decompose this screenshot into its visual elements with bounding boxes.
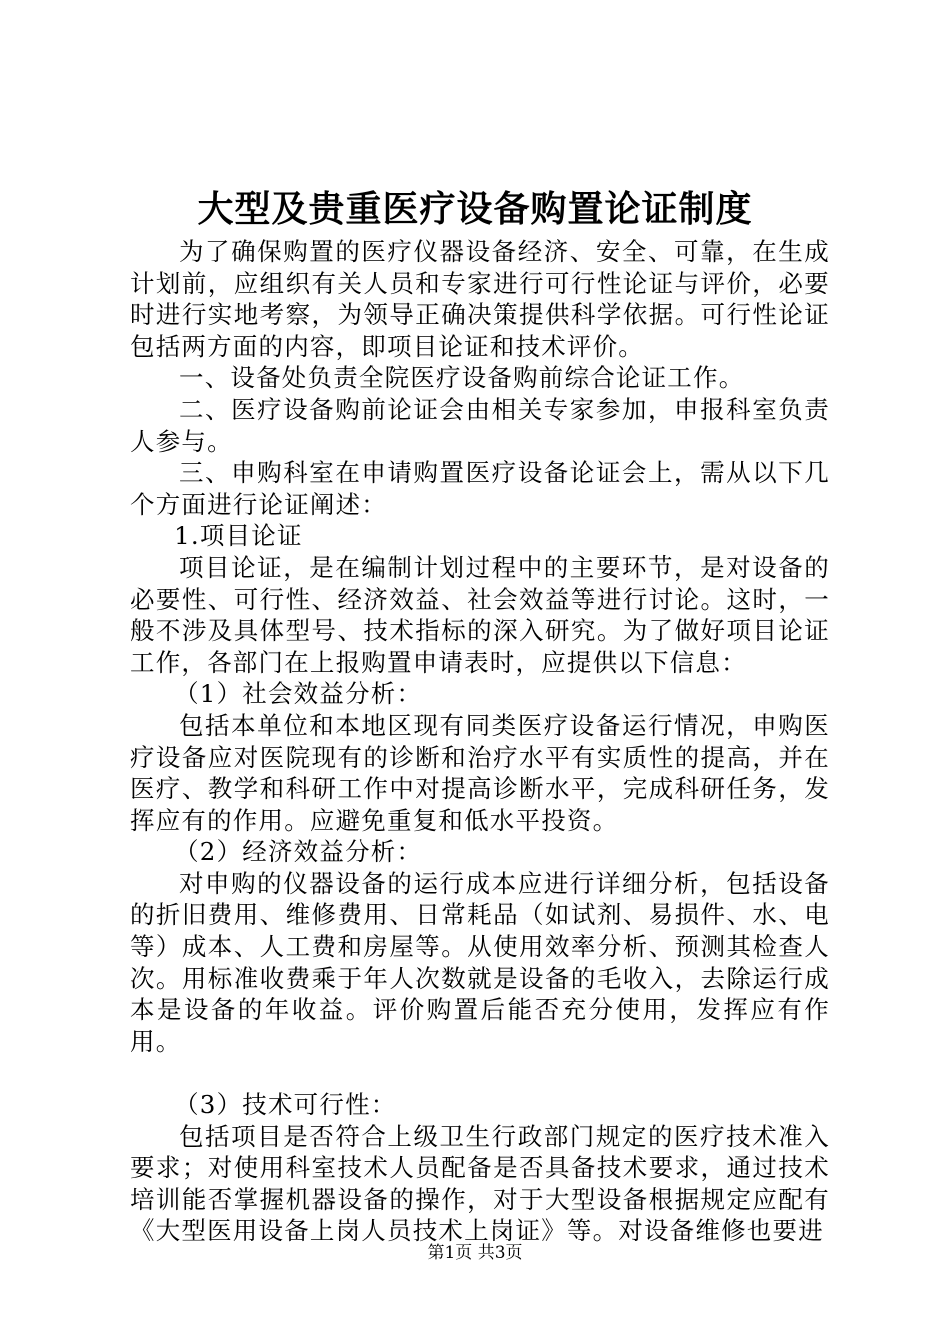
clause-three: 三、申购科室在申请购置医疗设备论证会上，需从以下几个方面进行论证阐述： (130, 458, 830, 519)
document-body (130, 236, 830, 1247)
clause-one: 一、设备处负责全院医疗设备购前综合论证工作。 (179, 363, 745, 393)
economic-benefit-paragraph: 对申购的仪器设备的运行成本应进行详细分析，包括设备的折旧费用、维修费用、日常耗品（如试剂、易损件、水、电等）成本、人工费和房屋等。从使用效率分析、预测其检查人次。用标准收费乘于年人次数就是设备的毛收入，去除运行成本是设备的年收益。评价购置后能否充分使用，发挥应有作用。 (130, 868, 830, 1056)
subheading-economic-benefit: （2）经济效益分析： (174, 837, 423, 867)
page-number: 第1页 共3页 (427, 1243, 523, 1263)
document-title: 大型及贵重医疗设备购置论证制度 (197, 188, 753, 230)
clause-two: 二、医疗设备购前论证会由相关专家参加，申报科室负责人参与。 (130, 394, 830, 456)
section-heading-project-review: 1.项目论证 (174, 521, 303, 551)
subheading-technical-feasibility: （3）技术可行性： (174, 1090, 397, 1120)
social-benefit-paragraph: 包括本单位和本地区现有同类医疗设备运行情况，申购医疗设备应对医院现有的诊断和治疗水平有实质性的提高，并在医疗、教学和科研工作中对提高诊断水平，完成科研任务，发挥应有的作用。应避免重复和低水平投资。 (130, 710, 830, 835)
intro-paragraph: 为了确保购置的医疗仪器设备经济、安全、可靠，在生成计划前，应组织有关人员和专家进行可行性论证与评价，必要时进行实地考察，为领导正确决策提供科学依据。可行性论证包括两方面的内容，即项目论证和技术评价。 (130, 237, 830, 361)
technical-feasibility-paragraph: 包括项目是否符合上级卫生行政部门规定的医疗技术准入要求；对使用科室技术人员配备是否具备技术要求，通过技术培训能否掌握机器设备的操作，对于大型设备根据规定应配有《大型医用设备上岗人员技术上岗证》等。对设备维修也要进 (130, 1121, 830, 1246)
project-review-paragraph: 项目论证，是在编制计划过程中的主要环节，是对设备的必要性、可行性、经济效益、社会效益等进行讨论。这时，一般不涉及具体型号、技术指标的深入研究。为了做好项目论证工作，各部门在上报购置申请表时，应提供以下信息： (130, 552, 830, 677)
subheading-social-benefit: （1）社会效益分析： (174, 679, 423, 709)
